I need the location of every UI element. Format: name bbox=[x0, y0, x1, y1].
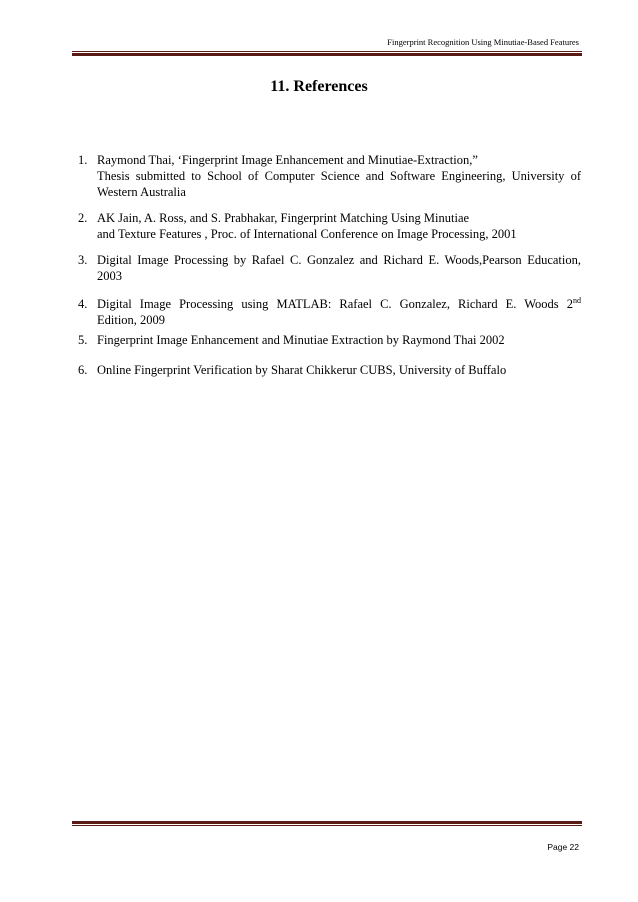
reference-item bbox=[78, 296, 581, 328]
reference-line: 2003 bbox=[97, 269, 122, 283]
reference-item bbox=[78, 252, 581, 284]
reference-line: Digital Image Processing by Rafael C. Gonzalez and Richard E. Woods,Pearson Education, bbox=[97, 253, 581, 267]
reference-number: 4. bbox=[78, 297, 88, 311]
ordinal-superscript: nd bbox=[573, 295, 581, 305]
reference-item bbox=[78, 362, 581, 378]
reference-line: and Texture Features , Proc. of International Conference on Image Processing, 2001 bbox=[97, 227, 517, 241]
header-rule-thick bbox=[72, 53, 582, 56]
reference-number: 1. bbox=[78, 153, 88, 167]
page-title: 11. References bbox=[270, 78, 368, 95]
reference-number: 6. bbox=[78, 363, 88, 377]
reference-line bbox=[97, 296, 581, 312]
reference-number: 5. bbox=[78, 333, 88, 347]
footer-rule-thick bbox=[72, 821, 582, 824]
reference-line: Western Australia bbox=[97, 185, 186, 199]
reference-number: 2. bbox=[78, 211, 88, 225]
reference-line: Thesis submitted to School of Computer Science and Software Engineering, University of bbox=[97, 169, 581, 183]
reference-number: 3. bbox=[78, 253, 88, 267]
reference-item bbox=[78, 210, 581, 242]
reference-line: AK Jain, A. Ross, and S. Prabhakar, Fingerprint Matching Using Minutiae bbox=[97, 211, 470, 225]
reference-line: Raymond Thai, ‘Fingerprint Image Enhancement and Minutiae-Extraction,” bbox=[97, 153, 478, 167]
reference-line: Edition, 2009 bbox=[97, 313, 166, 327]
page-number: Page 22 bbox=[547, 842, 579, 852]
reference-line: Fingerprint Image Enhancement and Minutiae Extraction by Raymond Thai 2002 bbox=[97, 333, 505, 347]
reference-text: Digital Image Processing using MATLAB: Rafael C. Gonzalez, Richard E. Woods 2 bbox=[97, 297, 573, 311]
reference-item bbox=[78, 332, 581, 348]
running-header: Fingerprint Recognition Using Minutiae-Based Features bbox=[387, 37, 579, 47]
header-rule-thin bbox=[72, 51, 582, 52]
reference-line: Online Fingerprint Verification by Sharat Chikkerur CUBS, University of Buffalo bbox=[97, 363, 507, 377]
reference-item bbox=[78, 152, 581, 200]
footer-rule-thin bbox=[72, 825, 582, 826]
reference-list bbox=[78, 152, 581, 388]
